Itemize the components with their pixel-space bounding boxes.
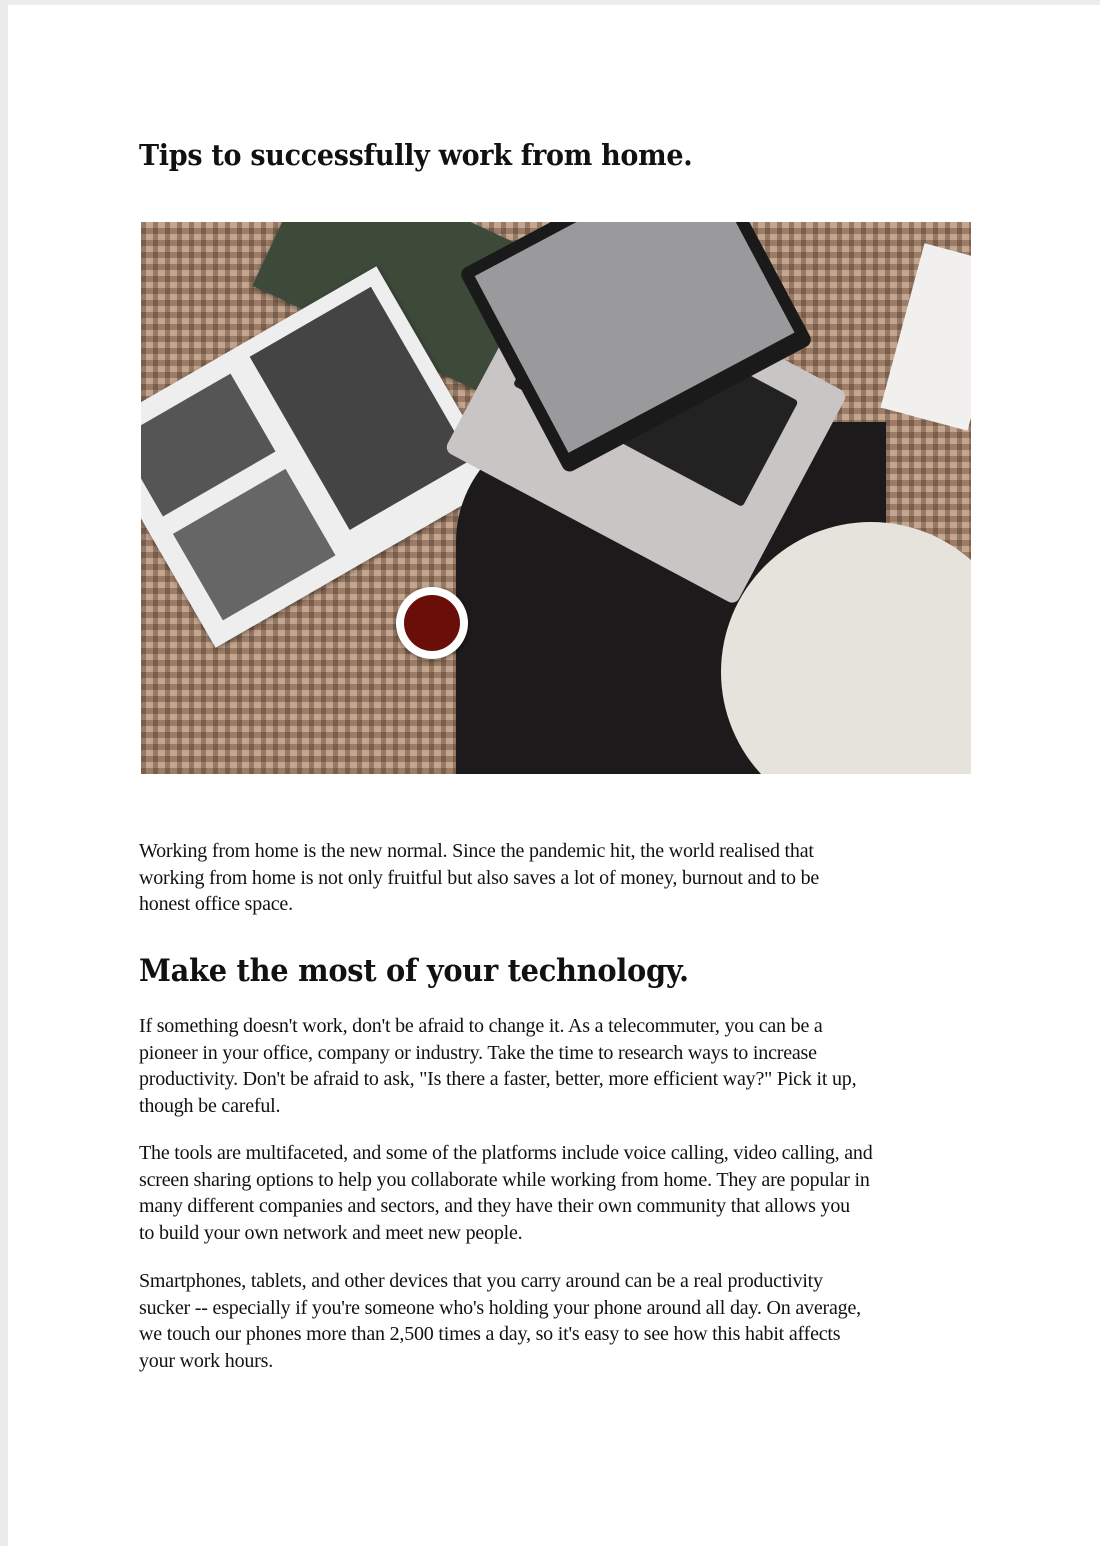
text-line: your work hours. xyxy=(139,1349,274,1372)
text-line: Smartphones, tablets, and other devices that you carry around can be a real productivity xyxy=(139,1270,823,1292)
text-line: Working from home is the new normal. Since the pandemic hit, the world realised that xyxy=(139,840,814,862)
tea-cup-image xyxy=(396,587,468,659)
document-page xyxy=(8,5,1100,1546)
text-line: though be careful. xyxy=(139,1094,281,1117)
text-line: many different companies and sectors, and they have their own community that allows you xyxy=(139,1195,850,1217)
text-line: we touch our phones more than 2,500 times a day, so it's easy to see how this habit affects xyxy=(139,1323,841,1345)
paragraph-3 xyxy=(139,1268,861,1374)
text-line: working from home is not only fruitful but also saves a lot of money, burnout and to be xyxy=(139,866,820,889)
text-line: If something doesn't work, don't be afraid to change it. As a telecommuter, you can be a xyxy=(139,1015,823,1037)
notebook-image xyxy=(881,243,971,431)
hero-image-laptop-on-rug xyxy=(141,222,971,774)
text-line: productivity. Don't be afraid to ask, "Is there a faster, better, more efficient way?" Pick it up, xyxy=(139,1068,857,1090)
intro-paragraph xyxy=(139,838,819,918)
page-title: Tips to successfully work from home. xyxy=(139,138,693,172)
paragraph-1 xyxy=(139,1013,856,1119)
paragraph-2 xyxy=(139,1140,873,1246)
text-line: to build your own network and meet new people. xyxy=(139,1221,523,1244)
text-line: The tools are multifaceted, and some of the platforms include voice calling, video calling, and xyxy=(139,1142,873,1164)
section-heading: Make the most of your technology. xyxy=(139,953,689,989)
text-line: sucker -- especially if you're someone who's holding your phone around all day. On average, xyxy=(139,1296,861,1319)
text-line: honest office space. xyxy=(139,893,293,915)
text-line: pioneer in your office, company or industry. Take the time to research ways to increase xyxy=(139,1041,817,1064)
text-line: screen sharing options to help you collaborate while working from home. They are popular in xyxy=(139,1168,870,1191)
